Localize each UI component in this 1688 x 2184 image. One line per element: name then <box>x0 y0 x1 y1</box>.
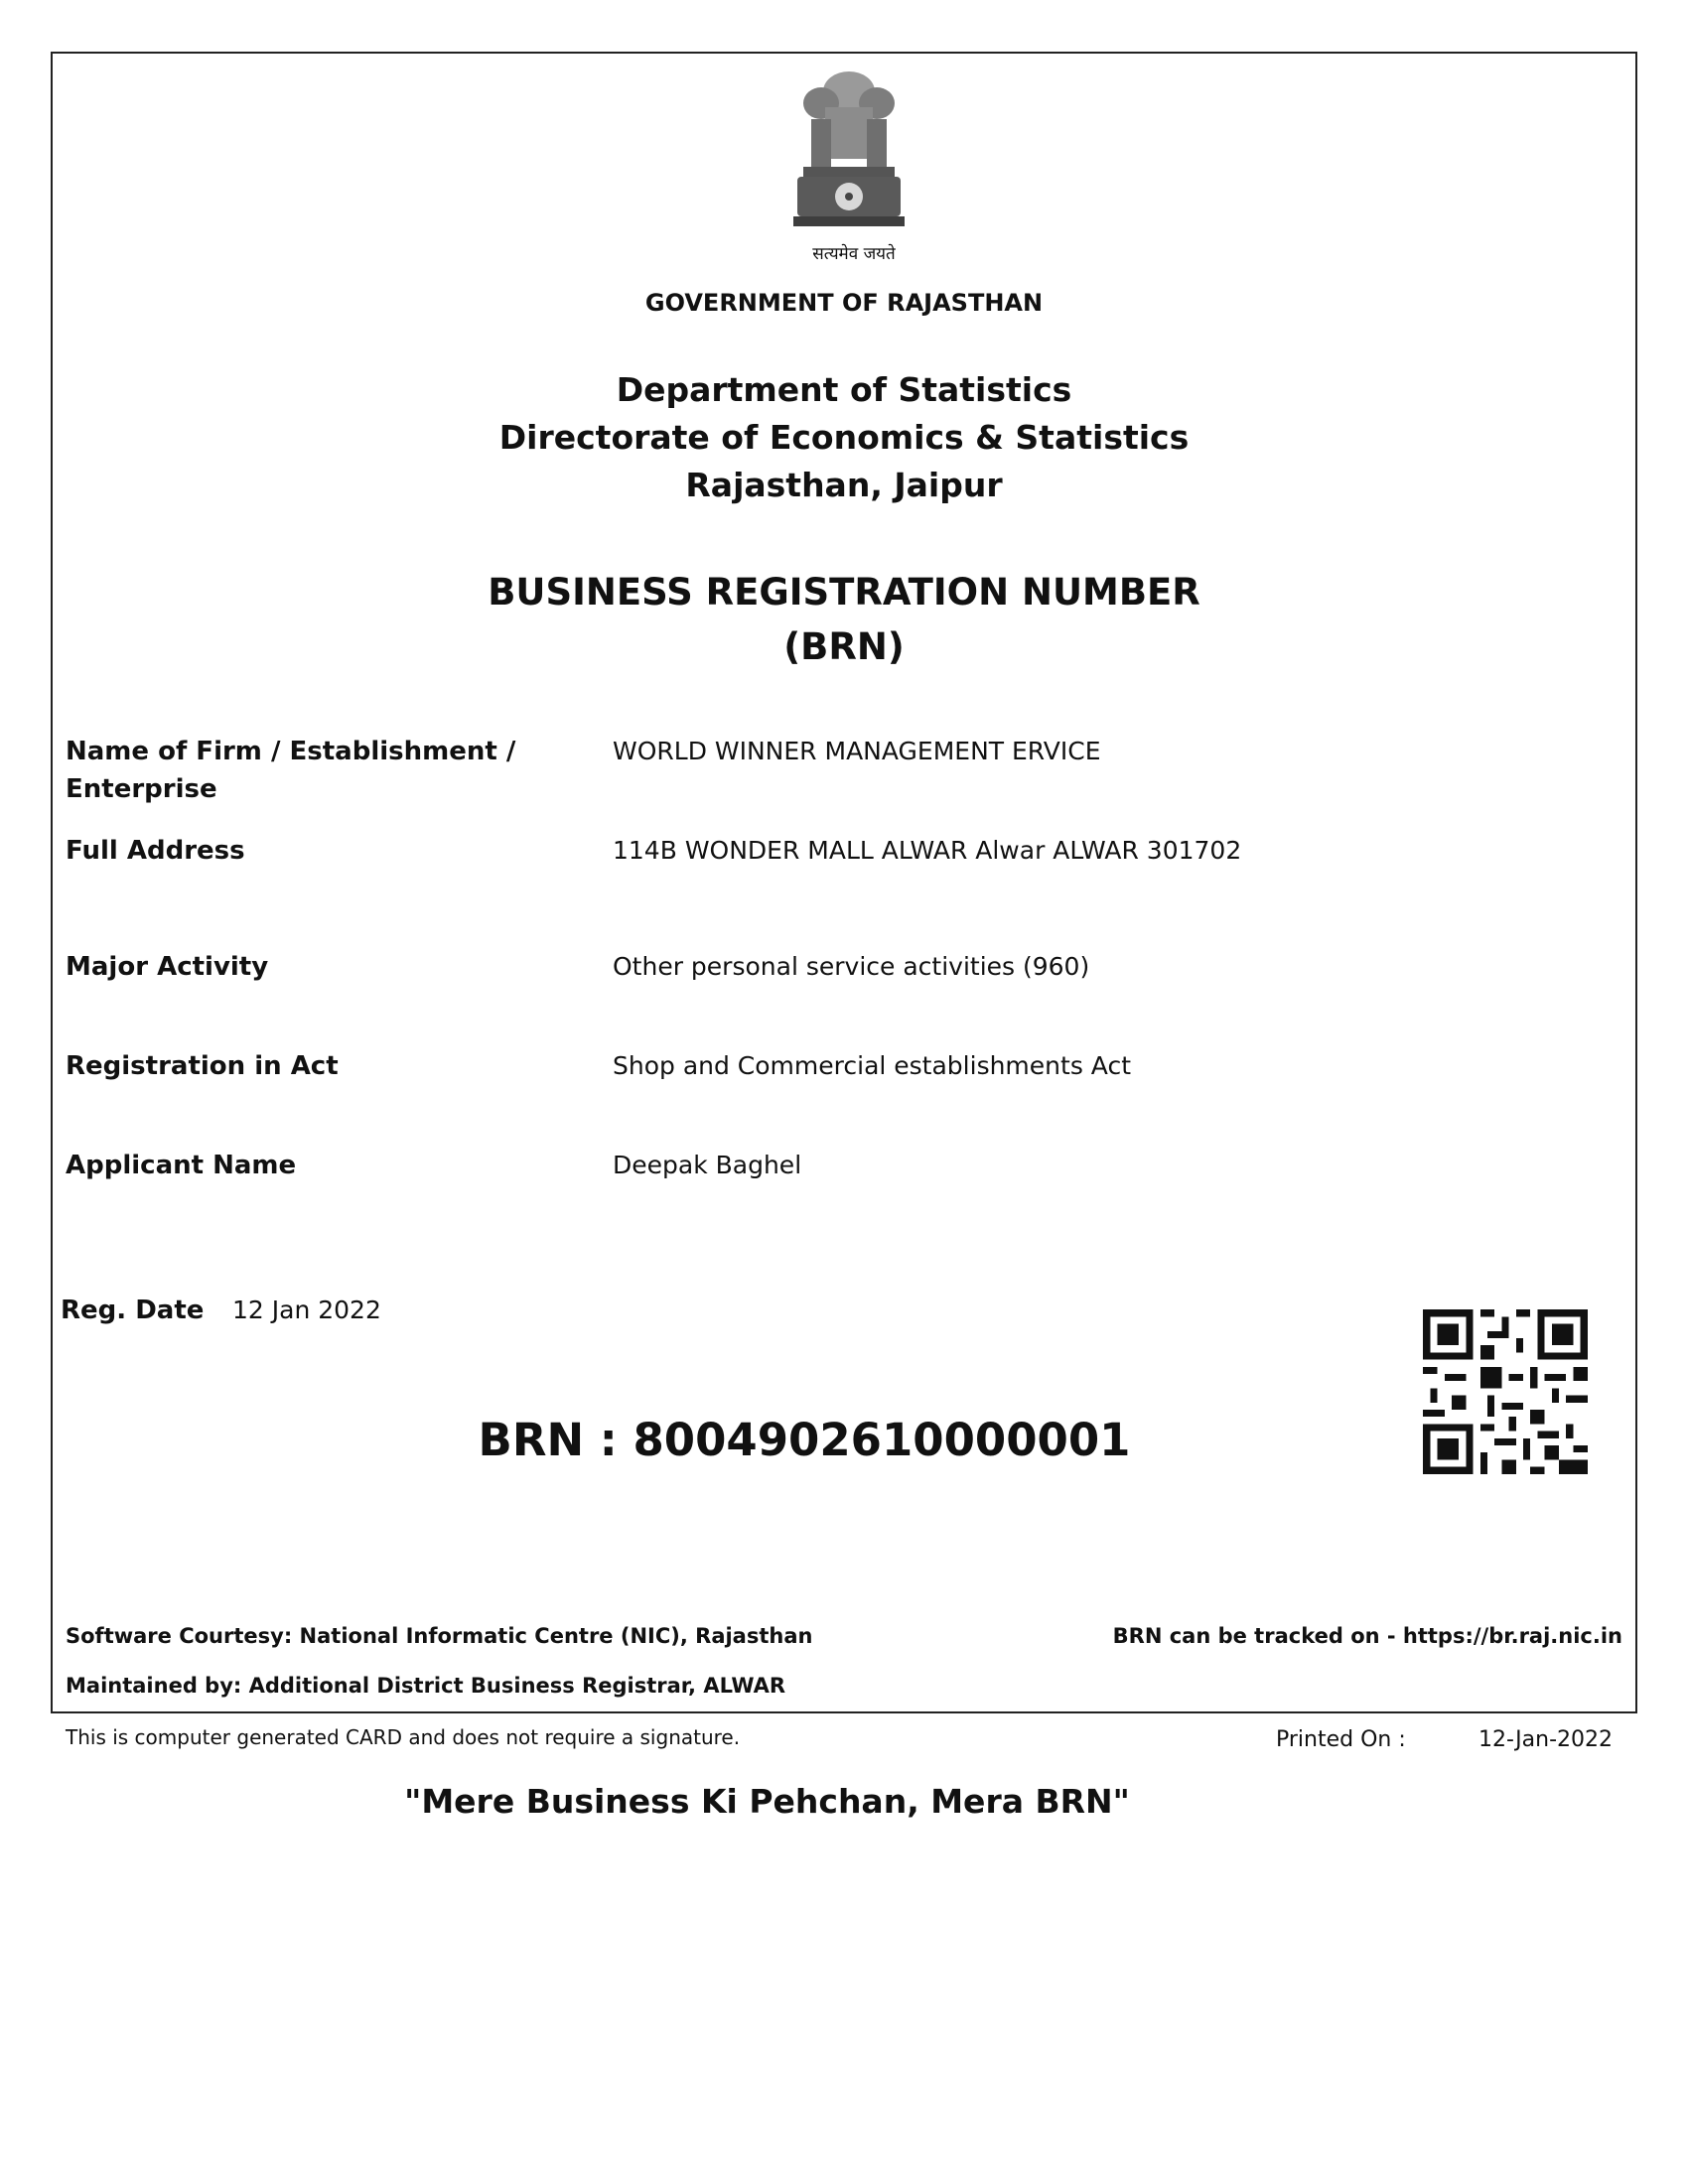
firm-name-label-line2: Enterprise <box>66 774 217 804</box>
address-label: Full Address <box>66 836 245 866</box>
brn-number: BRN : 8004902610000001 <box>478 1414 1131 1466</box>
directorate-heading: Directorate of Economics & Statistics <box>498 418 1190 457</box>
firm-name-value: WORLD WINNER MANAGEMENT ERVICE <box>613 737 1101 765</box>
firm-name-label <box>66 733 515 808</box>
address-value: 114B WONDER MALL ALWAR Alwar ALWAR 301702 <box>613 836 1242 865</box>
government-heading: GOVERNMENT OF RAJASTHAN <box>644 289 1044 317</box>
act-label: Registration in Act <box>66 1051 339 1081</box>
software-courtesy: Software Courtesy: National Informatic Centre (NIC), Rajasthan <box>66 1624 813 1648</box>
slogan: "Mere Business Ki Pehchan, Mera BRN" <box>404 1782 1130 1821</box>
printed-on-value: 12-Jan-2022 <box>1478 1727 1613 1752</box>
brn-tracking-note: BRN can be tracked on - https://br.raj.nic.in <box>1112 1624 1622 1648</box>
department-heading: Department of Statistics <box>616 370 1072 409</box>
printed-on-label: Printed On : <box>1276 1727 1406 1752</box>
maintained-by: Maintained by: Additional District Business Registrar, ALWAR <box>66 1674 785 1698</box>
document-subtitle: (BRN) <box>783 625 905 668</box>
signature-note: This is computer generated CARD and does not require a signature. <box>66 1725 741 1749</box>
reg-date-label: Reg. Date <box>61 1296 205 1325</box>
reg-date-value: 12 Jan 2022 <box>232 1296 381 1324</box>
applicant-value: Deepak Baghel <box>613 1151 802 1179</box>
emblem-motto: सत्यमेव जयते <box>812 244 896 264</box>
act-value: Shop and Commercial establishments Act <box>613 1051 1131 1080</box>
activity-value: Other personal service activities (960) <box>613 952 1090 981</box>
document-title: BUSINESS REGISTRATION NUMBER <box>488 571 1200 614</box>
activity-label: Major Activity <box>66 952 269 982</box>
firm-name-label-line1: Name of Firm / Establishment / <box>66 737 516 766</box>
national-emblem-icon <box>789 64 909 232</box>
qr-code-icon <box>1416 1302 1595 1481</box>
location-heading: Rajasthan, Jaipur <box>685 466 1003 504</box>
applicant-label: Applicant Name <box>66 1151 297 1180</box>
